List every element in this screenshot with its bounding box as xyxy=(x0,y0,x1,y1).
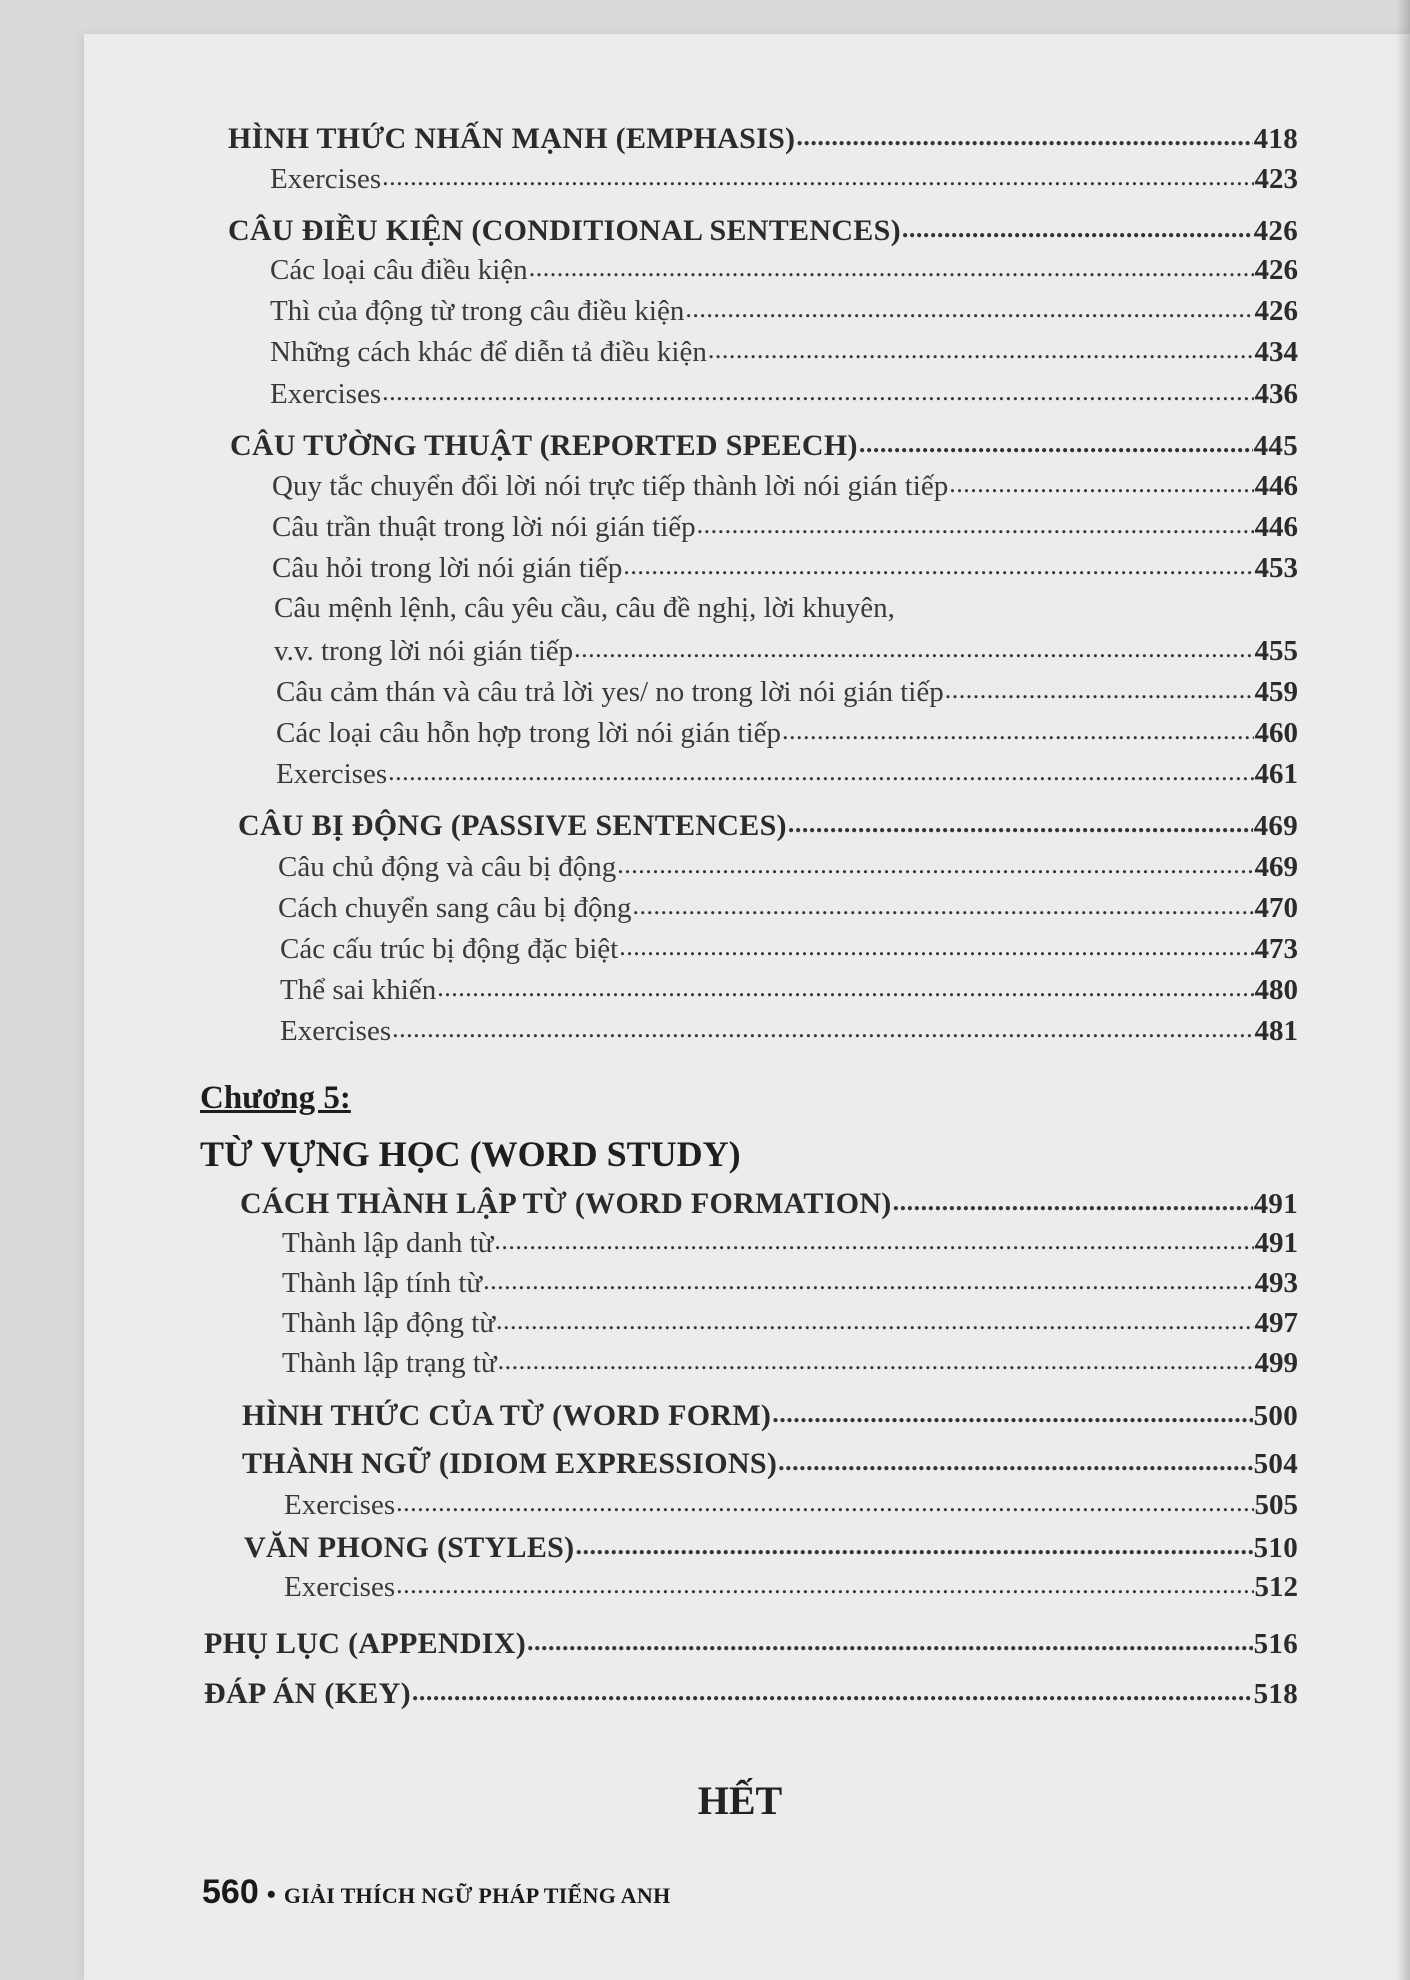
toc-entry xyxy=(282,1226,1298,1258)
dot-leader xyxy=(575,1530,1252,1557)
toc-entry-page: 500 xyxy=(1253,1400,1298,1432)
toc-entry-page: 505 xyxy=(1254,1489,1298,1522)
dot-leader xyxy=(697,510,1254,536)
dot-leader xyxy=(772,1398,1252,1425)
dot-leader xyxy=(708,335,1254,361)
toc-entry-page: 460 xyxy=(1254,717,1298,750)
toc-entry-page: 516 xyxy=(1253,1628,1298,1660)
chapter-label: Chương 5: xyxy=(200,1080,351,1116)
toc-entry-page: 461 xyxy=(1254,758,1298,791)
dot-leader xyxy=(623,551,1253,577)
dot-leader xyxy=(396,1570,1253,1596)
toc-entry-page: 512 xyxy=(1254,1571,1298,1604)
toc-entry-title: Thì của động từ trong câu điều kiện xyxy=(270,295,685,328)
dot-leader xyxy=(496,1306,1253,1332)
toc-entry-page: 473 xyxy=(1254,933,1298,966)
toc-entry-title: Thành lập tính từ xyxy=(282,1267,483,1300)
toc-entry-page: 426 xyxy=(1254,295,1298,328)
dot-leader xyxy=(945,675,1254,701)
toc-entry-title: Thành lập danh từ xyxy=(282,1227,494,1260)
dot-leader xyxy=(782,716,1253,742)
toc-entry-title: Các cấu trúc bị động đặc biệt xyxy=(280,933,619,966)
toc-entry-page: 504 xyxy=(1253,1448,1298,1480)
dot-leader xyxy=(382,377,1253,403)
toc-entry-page: 446 xyxy=(1254,470,1298,503)
toc-entry xyxy=(278,850,1298,882)
dot-leader xyxy=(893,1186,1253,1213)
dot-leader xyxy=(494,1226,1253,1252)
toc-entry xyxy=(282,1266,1298,1298)
toc-entry-title: Câu cảm thán và câu trả lời yes/ no trong lời nói gián tiếp xyxy=(276,676,944,709)
toc-entry-page: 423 xyxy=(1254,163,1298,196)
toc-entry-page: 434 xyxy=(1254,336,1298,369)
dot-leader xyxy=(685,294,1253,320)
end-mark: HẾT xyxy=(697,1778,783,1823)
toc-entry-page: 518 xyxy=(1253,1678,1298,1710)
toc-entry-title: Cách chuyển sang câu bị động xyxy=(278,892,632,925)
toc-entry xyxy=(244,1530,1298,1563)
toc-entry-title: ĐÁP ÁN (KEY) xyxy=(204,1677,411,1710)
toc-entry xyxy=(270,335,1298,367)
toc-entry xyxy=(276,716,1298,748)
dot-leader xyxy=(529,253,1254,279)
toc-entry-title: HÌNH THỨC CỦA TỪ (WORD FORM) xyxy=(242,1399,772,1432)
dot-leader xyxy=(633,891,1254,917)
dot-leader xyxy=(949,469,1253,495)
toc-entry-page: 469 xyxy=(1253,810,1298,842)
toc-entry xyxy=(242,1446,1298,1479)
dot-leader xyxy=(902,213,1253,240)
toc-entry xyxy=(274,594,1298,623)
toc-entry-page: 470 xyxy=(1254,892,1298,925)
toc-entry-title: CÂU TƯỜNG THUẬT (REPORTED SPEECH) xyxy=(230,429,858,462)
toc-entry-page: 446 xyxy=(1254,511,1298,544)
toc-entry-page: 455 xyxy=(1254,635,1298,668)
footer-book-title: GIẢI THÍCH NGỮ PHÁP TIẾNG ANH xyxy=(283,1883,671,1908)
dot-leader xyxy=(483,1266,1253,1292)
toc-entry-page: 445 xyxy=(1253,430,1298,462)
toc-entry xyxy=(284,1488,1298,1520)
toc-entry-page: 469 xyxy=(1254,851,1298,884)
toc-entry-page: 491 xyxy=(1254,1227,1298,1260)
toc-entry-page: 481 xyxy=(1254,1015,1298,1048)
toc-entry-title: Thành lập động từ xyxy=(282,1307,496,1340)
toc-entry-page: 453 xyxy=(1254,552,1298,585)
toc-entry xyxy=(204,1676,1298,1709)
toc-entry-page: 510 xyxy=(1253,1532,1298,1564)
toc-entry xyxy=(270,377,1298,409)
toc-entry-page: 493 xyxy=(1254,1267,1298,1300)
toc-entry-page: 480 xyxy=(1254,974,1298,1007)
toc-entry xyxy=(204,1626,1298,1659)
toc-entry xyxy=(272,469,1298,501)
dot-leader xyxy=(859,428,1253,455)
toc-entry-title: Những cách khác để diễn tả điều kiện xyxy=(270,336,707,369)
toc-entry xyxy=(280,932,1298,964)
toc-entry-page: 459 xyxy=(1254,676,1298,709)
dot-leader xyxy=(788,808,1253,835)
dot-leader xyxy=(382,162,1253,188)
toc-entry-page: 499 xyxy=(1254,1347,1298,1380)
toc-entry xyxy=(270,294,1298,326)
toc-entry-title: Câu hỏi trong lời nói gián tiếp xyxy=(272,552,623,585)
toc-entry xyxy=(238,808,1298,841)
dot-leader xyxy=(498,1346,1254,1372)
toc-entry xyxy=(284,1570,1298,1602)
toc-entry-page: 426 xyxy=(1254,254,1298,287)
toc-entry xyxy=(282,1306,1298,1338)
toc-entry xyxy=(228,213,1298,246)
dot-leader xyxy=(617,850,1253,876)
toc-entry-title: Quy tắc chuyển đổi lời nói trực tiếp thành lời nói gián tiếp xyxy=(272,470,949,503)
toc-entry-title: Câu chủ động và câu bị động xyxy=(278,851,617,884)
toc-entry-title: Câu trần thuật trong lời nói gián tiếp xyxy=(272,511,696,544)
toc-entry-title: v.v. trong lời nói gián tiếp xyxy=(274,635,574,668)
dot-leader xyxy=(388,757,1253,783)
footer-separator: • xyxy=(266,1880,276,1909)
toc-entry-title: CÁCH THÀNH LẬP TỪ (WORD FORMATION) xyxy=(240,1187,892,1220)
dot-leader xyxy=(437,973,1253,999)
dot-leader xyxy=(392,1014,1253,1040)
toc-entry xyxy=(280,1014,1298,1046)
toc-entry-title: Exercises xyxy=(276,758,388,791)
toc-entry xyxy=(280,973,1298,1005)
toc-entry xyxy=(276,675,1298,707)
toc-entry-title: Exercises xyxy=(270,378,382,411)
toc-entry xyxy=(274,634,1298,666)
toc-entry-page: 418 xyxy=(1253,123,1298,155)
dot-leader xyxy=(574,634,1253,660)
toc-entry-title: Exercises xyxy=(284,1489,396,1522)
toc-entry xyxy=(242,1398,1298,1431)
toc-entry-title: Exercises xyxy=(270,163,382,196)
dot-leader xyxy=(396,1488,1253,1514)
toc-entry-page: 491 xyxy=(1253,1188,1298,1220)
toc-entry-title: Exercises xyxy=(280,1015,392,1048)
toc-entry xyxy=(240,1186,1298,1219)
toc-entry-title: CÂU ĐIỀU KIỆN (CONDITIONAL SENTENCES) xyxy=(228,214,901,247)
dot-leader xyxy=(778,1446,1252,1473)
toc-entry-title: HÌNH THỨC NHẤN MẠNH (EMPHASIS) xyxy=(228,122,796,155)
dot-leader xyxy=(619,932,1253,958)
toc-entry-title: VĂN PHONG (STYLES) xyxy=(244,1531,575,1564)
dot-leader xyxy=(527,1626,1253,1653)
toc-entry xyxy=(272,551,1298,583)
toc-entry-page: 426 xyxy=(1253,215,1298,247)
toc-entry-page: 436 xyxy=(1254,378,1298,411)
toc-entry xyxy=(282,1346,1298,1378)
toc-entry xyxy=(272,510,1298,542)
toc-entry xyxy=(276,757,1298,789)
toc-entry-title: PHỤ LỤC (APPENDIX) xyxy=(204,1627,527,1660)
toc-entry-page: 497 xyxy=(1254,1307,1298,1340)
toc-entry-title: Thành lập trạng từ xyxy=(282,1347,497,1380)
footer-page-number: 560 xyxy=(202,1873,259,1911)
toc-entry xyxy=(270,162,1298,194)
toc-entry-title: CÂU BỊ ĐỘNG (PASSIVE SENTENCES) xyxy=(238,809,787,842)
toc-entry-title: Câu mệnh lệnh, câu yêu cầu, câu đề nghị, lời khuyên, xyxy=(274,592,895,624)
toc-entry xyxy=(278,891,1298,923)
page-footer xyxy=(202,1873,670,1912)
toc-entry xyxy=(228,121,1298,154)
dot-leader xyxy=(412,1676,1253,1703)
chapter-title: TỪ VỰNG HỌC (WORD STUDY) xyxy=(200,1134,741,1174)
toc-entry-title: Thể sai khiến xyxy=(280,974,437,1007)
toc-entry-title: Các loại câu điều kiện xyxy=(270,254,528,287)
toc-entry-title: Các loại câu hỗn hợp trong lời nói gián tiếp xyxy=(276,717,782,750)
toc-entry xyxy=(270,253,1298,285)
dot-leader xyxy=(796,121,1252,148)
toc-entry-title: Exercises xyxy=(284,1571,396,1604)
toc-entry-title: THÀNH NGỮ (IDIOM EXPRESSIONS) xyxy=(242,1447,778,1480)
toc-entry xyxy=(230,428,1298,461)
